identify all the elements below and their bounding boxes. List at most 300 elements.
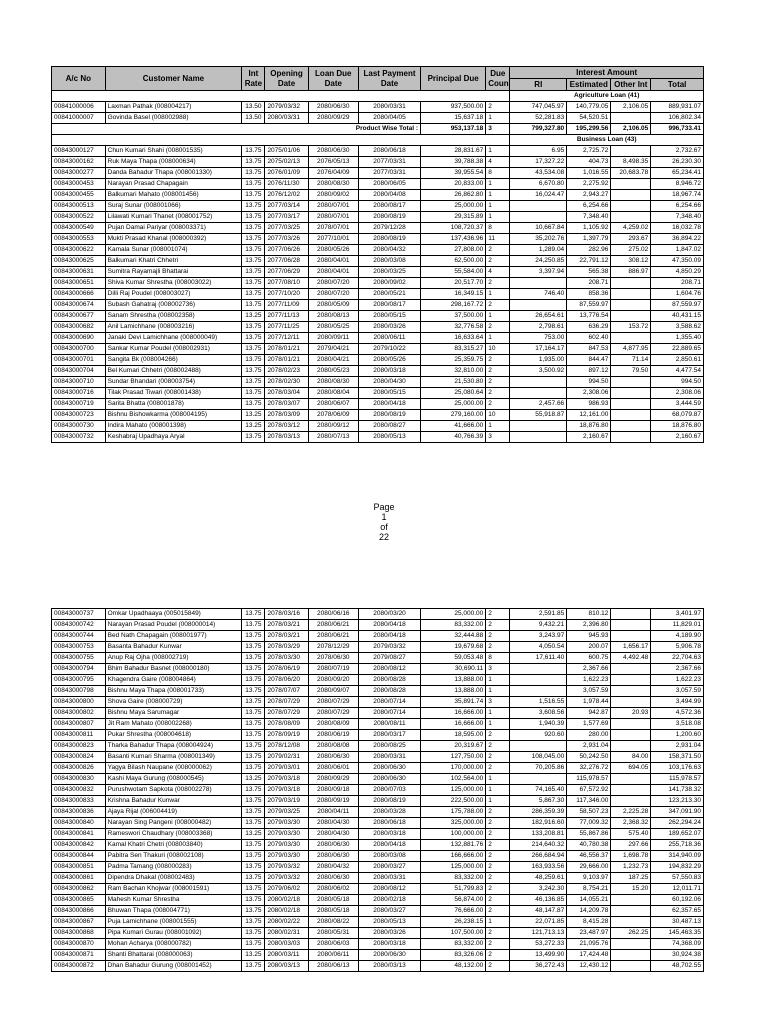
cell-int-rate: 13.75 <box>242 895 265 906</box>
cell-customer-name: Dipendra Dhakal (008002483) <box>105 873 242 884</box>
table-row <box>52 410 704 421</box>
cell-principal-due: 55,584.00 <box>421 267 486 278</box>
cell-customer-name: Indira Mahato (008001398) <box>105 421 242 432</box>
col-ac-no: A/c No <box>52 67 106 91</box>
cell-customer-name: Danda Bahadur Thapa (008001330) <box>105 168 242 179</box>
loan-report-table-page-1 <box>51 66 704 443</box>
cell-ac-no: 00843000453 <box>52 179 106 190</box>
total-total: 996,733.41 <box>651 124 704 135</box>
cell-int-rate: 13.75 <box>242 928 265 939</box>
cell-ri: 17,327.22 <box>510 157 567 168</box>
cell-total: 1,622.23 <box>651 675 704 686</box>
cell-loan-due-date: 2080/08/08 <box>308 741 358 752</box>
cell-ac-no: 00843000744 <box>52 631 106 642</box>
cell-last-payment-date: 2080/03/08 <box>359 256 421 267</box>
cell-estimated: 280.00 <box>567 730 611 741</box>
cell-ri <box>510 201 567 212</box>
cell-int-rate: 13.75 <box>242 344 265 355</box>
cell-due-count: 2 <box>486 906 510 917</box>
table-row <box>52 234 704 245</box>
cell-due-count: 1 <box>486 686 510 697</box>
cell-opening-date: 2077/06/26 <box>265 245 308 256</box>
table-row <box>52 256 704 267</box>
cell-principal-due: 83,326.06 <box>421 950 486 961</box>
cell-other-int <box>611 190 651 201</box>
cell-customer-name: Narayan Sing Pangeni (008000482) <box>105 818 242 829</box>
cell-customer-name: Janaki Devi Lamichhane (008000049) <box>105 333 242 344</box>
cell-ac-no: 00843000868 <box>52 928 106 939</box>
cell-opening-date: 2076/11/30 <box>265 179 308 190</box>
cell-estimated: 844.47 <box>567 355 611 366</box>
cell-principal-due: 102,564.00 <box>421 774 486 785</box>
cell-other-int: 694.05 <box>611 763 651 774</box>
cell-last-payment-date: 2080/04/18 <box>359 840 421 851</box>
table-row <box>52 719 704 730</box>
cell-loan-due-date: 2080/08/30 <box>308 179 358 190</box>
table-row <box>52 708 704 719</box>
cell-customer-name: Sarita Bhatta (008001878) <box>105 399 242 410</box>
cell-customer-name: Chun Kumari Shahi (008001535) <box>105 146 242 157</box>
cell-other-int: 2,368.32 <box>611 818 651 829</box>
cell-other-int <box>611 421 651 432</box>
cell-other-int <box>611 906 651 917</box>
cell-last-payment-date: 2080/07/14 <box>359 697 421 708</box>
table-row <box>52 664 704 675</box>
cell-due-count: 1 <box>486 190 510 201</box>
col-total: Total <box>651 79 704 91</box>
cell-total: 65,234.41 <box>651 168 704 179</box>
cell-loan-due-date: 2080/07/01 <box>308 212 358 223</box>
cell-opening-date: 2079/03/25 <box>265 807 308 818</box>
cell-due-count: 1 <box>486 796 510 807</box>
cell-last-payment-date: 2080/05/21 <box>359 289 421 300</box>
cell-int-rate: 13.75 <box>242 686 265 697</box>
cell-principal-due: 137,436.96 <box>421 234 486 245</box>
cell-estimated: 282.96 <box>567 245 611 256</box>
cell-total: 36,894.22 <box>651 234 704 245</box>
cell-last-payment-date: 2080/04/08 <box>359 190 421 201</box>
cell-estimated: 2,725.72 <box>567 146 611 157</box>
cell-last-payment-date: 2077/03/31 <box>359 157 421 168</box>
cell-loan-due-date: 2080/06/30 <box>308 752 358 763</box>
cell-ac-no: 00841000007 <box>52 113 106 124</box>
cell-customer-name: Shanti Bhattarai (008000063) <box>105 950 242 961</box>
cell-other-int <box>611 774 651 785</box>
table-row <box>52 961 704 972</box>
cell-ri: 4,050.54 <box>510 642 567 653</box>
cell-other-int: 84.00 <box>611 752 651 763</box>
cell-opening-date: 2077/11/25 <box>265 322 308 333</box>
cell-due-count: 2 <box>486 322 510 333</box>
cell-customer-name: Bed Nath Chapagain (008001977) <box>105 631 242 642</box>
cell-total: 62,357.65 <box>651 906 704 917</box>
cell-due-count: 4 <box>486 157 510 168</box>
cell-total: 12,011.71 <box>651 884 704 895</box>
cell-ri: 52,281.83 <box>510 113 567 124</box>
cell-opening-date: 2078/02/23 <box>265 366 308 377</box>
cell-last-payment-date: 2079/03/32 <box>359 642 421 653</box>
cell-opening-date: 2079/03/32 <box>265 102 308 113</box>
cell-estimated: 810.12 <box>567 609 611 620</box>
cell-int-rate: 13.75 <box>242 851 265 862</box>
cell-int-rate: 13.75 <box>242 267 265 278</box>
cell-estimated: 8,754.21 <box>567 884 611 895</box>
cell-int-rate: 13.75 <box>242 223 265 234</box>
cell-opening-date: 2080/02/31 <box>265 928 308 939</box>
cell-int-rate: 13.75 <box>242 708 265 719</box>
cell-last-payment-date: 2080/06/18 <box>359 818 421 829</box>
cell-int-rate: 13.75 <box>242 201 265 212</box>
cell-ac-no: 00843000823 <box>52 741 106 752</box>
table-row <box>52 333 704 344</box>
cell-principal-due: 83,332.00 <box>421 620 486 631</box>
cell-opening-date: 2078/03/09 <box>265 410 308 421</box>
cell-loan-due-date: 2080/09/19 <box>308 796 358 807</box>
cell-loan-due-date: 2080/05/31 <box>308 928 358 939</box>
cell-ri: 17,164.17 <box>510 344 567 355</box>
table-row <box>52 399 704 410</box>
cell-int-rate: 13.75 <box>242 631 265 642</box>
cell-other-int: 71.14 <box>611 355 651 366</box>
page-word: Page <box>373 502 395 512</box>
cell-other-int: 293.67 <box>611 234 651 245</box>
cell-estimated: 14,209.78 <box>567 906 611 917</box>
cell-total: 2,931.04 <box>651 741 704 752</box>
cell-loan-due-date: 2080/06/30 <box>308 851 358 862</box>
cell-customer-name: Bishnu Bishowkarma (008004195) <box>105 410 242 421</box>
cell-estimated: 1,577.69 <box>567 719 611 730</box>
cell-total: 889,931.07 <box>651 102 704 113</box>
cell-last-payment-date: 2080/06/05 <box>359 179 421 190</box>
cell-ri: 13,499.90 <box>510 950 567 961</box>
cell-estimated: 117,346.00 <box>567 796 611 807</box>
cell-last-payment-date: 2080/08/19 <box>359 796 421 807</box>
table-row <box>52 873 704 884</box>
table-row <box>52 432 704 443</box>
cell-opening-date: 2079/03/30 <box>265 818 308 829</box>
cell-customer-name: Lilawati Kumari Thanet (008001752) <box>105 212 242 223</box>
cell-opening-date: 2079/03/30 <box>265 851 308 862</box>
cell-due-count: 2 <box>486 961 510 972</box>
cell-ri: 24,250.85 <box>510 256 567 267</box>
cell-estimated: 2,931.04 <box>567 741 611 752</box>
section-spacer <box>52 135 510 146</box>
cell-opening-date: 2077/03/14 <box>265 201 308 212</box>
cell-estimated: 858.36 <box>567 289 611 300</box>
cell-other-int <box>611 664 651 675</box>
cell-int-rate: 13.25 <box>242 410 265 421</box>
cell-principal-due: 16,666.00 <box>421 719 486 730</box>
cell-total: 8,946.72 <box>651 179 704 190</box>
cell-ri: 46,136.85 <box>510 895 567 906</box>
cell-loan-due-date: 2080/09/02 <box>308 190 358 201</box>
cell-last-payment-date: 2080/08/28 <box>359 686 421 697</box>
cell-principal-due: 35,891.74 <box>421 697 486 708</box>
table-row <box>52 223 704 234</box>
cell-int-rate: 13.75 <box>242 157 265 168</box>
cell-opening-date: 2078/03/30 <box>265 653 308 664</box>
cell-total: 158,371.50 <box>651 752 704 763</box>
cell-ac-no: 00841000006 <box>52 102 106 113</box>
total-other-int: 2,106.05 <box>611 124 651 135</box>
cell-int-rate: 13.75 <box>242 168 265 179</box>
cell-other-int: 4,492.48 <box>611 653 651 664</box>
cell-ac-no: 00843000862 <box>52 884 106 895</box>
cell-other-int <box>611 289 651 300</box>
table-row <box>52 190 704 201</box>
cell-customer-name: Puja Lamichhane (008001555) <box>105 917 242 928</box>
cell-principal-due: 16,666.00 <box>421 708 486 719</box>
table-row <box>52 344 704 355</box>
cell-estimated: 2,160.67 <box>567 432 611 443</box>
cell-int-rate: 13.75 <box>242 917 265 928</box>
cell-opening-date: 2080/03/13 <box>265 961 308 972</box>
table-row <box>52 752 704 763</box>
cell-ri: 2,457.66 <box>510 399 567 410</box>
cell-loan-due-date: 2077/10/01 <box>308 234 358 245</box>
cell-ri: 3,243.97 <box>510 631 567 642</box>
cell-due-count: 1 <box>486 917 510 928</box>
cell-last-payment-date: 2079/12/28 <box>359 223 421 234</box>
cell-loan-due-date: 2080/09/29 <box>308 774 358 785</box>
table-row <box>52 653 704 664</box>
cell-ri: 2,798.61 <box>510 322 567 333</box>
cell-last-payment-date: 2080/03/20 <box>359 609 421 620</box>
cell-ri: 6.95 <box>510 146 567 157</box>
cell-opening-date: 2078/09/19 <box>265 730 308 741</box>
cell-opening-date: 2079/03/18 <box>265 774 308 785</box>
cell-other-int <box>611 697 651 708</box>
cell-ac-no: 00843000513 <box>52 201 106 212</box>
cell-estimated: 13,776.54 <box>567 311 611 322</box>
cell-ac-no: 00843000127 <box>52 146 106 157</box>
cell-estimated: 897.12 <box>567 366 611 377</box>
cell-due-count: 2 <box>486 840 510 851</box>
cell-other-int <box>611 399 651 410</box>
page-of-word: of <box>380 522 388 532</box>
cell-total: 2,850.61 <box>651 355 704 366</box>
cell-total: 3,444.59 <box>651 399 704 410</box>
cell-total: 30,487.13 <box>651 917 704 928</box>
cell-loan-due-date: 2078/06/30 <box>308 653 358 664</box>
cell-int-rate: 13.75 <box>242 234 265 245</box>
section-agriculture-loan-label: Agriculture Loan (41) <box>510 91 704 102</box>
cell-loan-due-date: 2080/05/25 <box>308 322 358 333</box>
cell-int-rate: 13.75 <box>242 190 265 201</box>
cell-customer-name: Basanti Kumari Sharma (008001349) <box>105 752 242 763</box>
cell-other-int: 2,106.05 <box>611 102 651 113</box>
cell-estimated: 600.75 <box>567 653 611 664</box>
cell-int-rate: 13.75 <box>242 146 265 157</box>
cell-opening-date: 2076/12/02 <box>265 190 308 201</box>
cell-due-count: 2 <box>486 377 510 388</box>
cell-int-rate: 13.75 <box>242 256 265 267</box>
table-row <box>52 388 704 399</box>
total-principal-due: 953,137.18 <box>421 124 486 135</box>
cell-last-payment-date: 2080/08/28 <box>359 675 421 686</box>
cell-int-rate: 13.25 <box>242 421 265 432</box>
cell-int-rate: 13.75 <box>242 609 265 620</box>
col-int-rate: Int Rate <box>242 67 265 91</box>
cell-customer-name: Subash Gahatraj (008002736) <box>105 300 242 311</box>
cell-estimated: 58,507.23 <box>567 807 611 818</box>
cell-principal-due: 16,349.15 <box>421 289 486 300</box>
cell-opening-date: 2077/03/25 <box>265 223 308 234</box>
cell-last-payment-date: 2080/03/27 <box>359 862 421 873</box>
table-row <box>52 267 704 278</box>
cell-ri: 1,935.00 <box>510 355 567 366</box>
cell-last-payment-date: 2080/05/15 <box>359 311 421 322</box>
cell-int-rate: 13.75 <box>242 212 265 223</box>
cell-last-payment-date: 2080/03/27 <box>359 906 421 917</box>
cell-total: 26,230.30 <box>651 157 704 168</box>
cell-other-int <box>611 300 651 311</box>
cell-last-payment-date: 2079/10/22 <box>359 344 421 355</box>
cell-principal-due: 37,500.00 <box>421 311 486 322</box>
cell-loan-due-date: 2080/09/07 <box>308 686 358 697</box>
cell-ri: 3,608.56 <box>510 708 567 719</box>
cell-due-count: 2 <box>486 873 510 884</box>
cell-ri: 6,670.80 <box>510 179 567 190</box>
cell-other-int: 20.93 <box>611 708 651 719</box>
cell-total: 347,091.90 <box>651 807 704 818</box>
cell-ri: 3,500.92 <box>510 366 567 377</box>
cell-ri: 753.00 <box>510 333 567 344</box>
cell-ac-no: 00843000824 <box>52 752 106 763</box>
table-row <box>52 928 704 939</box>
cell-ac-no: 00843000674 <box>52 300 106 311</box>
cell-total: 11,829.01 <box>651 620 704 631</box>
cell-total: 16,032.78 <box>651 223 704 234</box>
cell-principal-due: 25,359.75 <box>421 355 486 366</box>
cell-int-rate: 13.75 <box>242 620 265 631</box>
cell-estimated: 2,396.80 <box>567 620 611 631</box>
cell-estimated: 2,367.66 <box>567 664 611 675</box>
col-estimated: Estimated <box>567 79 611 91</box>
cell-int-rate: 13.75 <box>242 730 265 741</box>
cell-other-int <box>611 785 651 796</box>
cell-ac-no: 00843000677 <box>52 311 106 322</box>
cell-ac-no: 00843000872 <box>52 961 106 972</box>
cell-loan-due-date: 2080/06/30 <box>308 102 358 113</box>
cell-estimated: 1,397.79 <box>567 234 611 245</box>
cell-total: 3,588.62 <box>651 322 704 333</box>
cell-opening-date: 2078/06/20 <box>265 675 308 686</box>
cell-due-count: 2 <box>486 763 510 774</box>
cell-total: 6,254.66 <box>651 201 704 212</box>
cell-other-int <box>611 212 651 223</box>
cell-loan-due-date: 2080/08/13 <box>308 311 358 322</box>
cell-opening-date: 2077/12/11 <box>265 333 308 344</box>
cell-total: 208.71 <box>651 278 704 289</box>
cell-last-payment-date: 2080/08/12 <box>359 664 421 675</box>
cell-ac-no: 00843000651 <box>52 278 106 289</box>
cell-customer-name: Anup Raj Ojha (008002719) <box>105 653 242 664</box>
cell-ri: 747,045.97 <box>510 102 567 113</box>
cell-estimated: 67,572.92 <box>567 785 611 796</box>
cell-opening-date: 2075/01/06 <box>265 146 308 157</box>
cell-total: 60,192.06 <box>651 895 704 906</box>
table-row <box>52 300 704 311</box>
cell-ri: 133,208.81 <box>510 829 567 840</box>
cell-loan-due-date: 2080/06/02 <box>308 884 358 895</box>
cell-principal-due: 13,888.00 <box>421 675 486 686</box>
cell-due-count: 2 <box>486 895 510 906</box>
cell-last-payment-date: 2080/08/19 <box>359 212 421 223</box>
cell-ri: 182,916.60 <box>510 818 567 829</box>
cell-ri: 121,713.13 <box>510 928 567 939</box>
table-row <box>52 278 704 289</box>
cell-estimated: 40,780.38 <box>567 840 611 851</box>
cell-int-rate: 13.25 <box>242 829 265 840</box>
cell-customer-name: Yagya Bilash Naupane (008000062) <box>105 763 242 774</box>
cell-other-int <box>611 146 651 157</box>
cell-opening-date: 2078/03/12 <box>265 421 308 432</box>
cell-estimated: 32,276.72 <box>567 763 611 774</box>
cell-principal-due: 29,315.89 <box>421 212 486 223</box>
cell-estimated: 942.87 <box>567 708 611 719</box>
cell-last-payment-date: 2080/08/27 <box>359 421 421 432</box>
cell-estimated: 54,520.51 <box>567 113 611 124</box>
cell-total: 1,604.76 <box>651 289 704 300</box>
header-row <box>52 67 704 79</box>
cell-last-payment-date: 2080/03/31 <box>359 873 421 884</box>
cell-loan-due-date: 2080/06/19 <box>308 730 358 741</box>
cell-ac-no: 00843000832 <box>52 785 106 796</box>
cell-customer-name: Keshabraj Upadhaya Aryal <box>105 432 242 443</box>
table-row <box>52 322 704 333</box>
cell-loan-due-date: 2078/06/09 <box>308 410 358 421</box>
cell-due-count: 10 <box>486 344 510 355</box>
cell-loan-due-date: 2080/09/29 <box>308 113 358 124</box>
cell-last-payment-date: 2080/03/28 <box>359 807 421 818</box>
cell-last-payment-date: 2080/03/25 <box>359 267 421 278</box>
cell-last-payment-date: 2080/06/11 <box>359 333 421 344</box>
cell-principal-due: 28,831.67 <box>421 146 486 157</box>
cell-int-rate: 13.25 <box>242 311 265 322</box>
cell-principal-due: 18,595.00 <box>421 730 486 741</box>
cell-customer-name: Pabitra Sen Thakuri (008002108) <box>105 851 242 862</box>
cell-ac-no: 00843000807 <box>52 719 106 730</box>
cell-last-payment-date: 2080/05/13 <box>359 432 421 443</box>
cell-loan-due-date: 2080/05/23 <box>308 366 358 377</box>
cell-principal-due: 19,679.68 <box>421 642 486 653</box>
cell-customer-name: Tharka Bahadur Thapa (008004924) <box>105 741 242 752</box>
cell-customer-name: Bel Kumari Chhetri (008002488) <box>105 366 242 377</box>
cell-customer-name: Tilak Prasad Tiwari (008001438) <box>105 388 242 399</box>
cell-principal-due: 83,315.27 <box>421 344 486 355</box>
section-spacer <box>52 91 510 102</box>
table-row <box>52 102 704 113</box>
cell-ac-no: 00843000871 <box>52 950 106 961</box>
cell-total: 3,518.08 <box>651 719 704 730</box>
cell-other-int <box>611 377 651 388</box>
cell-loan-due-date: 2080/07/29 <box>308 708 358 719</box>
cell-ri: 17,611.40 <box>510 653 567 664</box>
table-row <box>52 939 704 950</box>
cell-int-rate: 13.75 <box>242 377 265 388</box>
col-customer-name: Customer Name <box>105 67 242 91</box>
cell-principal-due: 59,053.48 <box>421 653 486 664</box>
cell-opening-date: 2079/03/18 <box>265 785 308 796</box>
cell-due-count: 2 <box>486 818 510 829</box>
cell-due-count: 2 <box>486 355 510 366</box>
cell-total: 145,463.35 <box>651 928 704 939</box>
cell-due-count: 2 <box>486 102 510 113</box>
table-row <box>52 730 704 741</box>
cell-due-count: 2 <box>486 620 510 631</box>
cell-last-payment-date: 2080/08/11 <box>359 719 421 730</box>
